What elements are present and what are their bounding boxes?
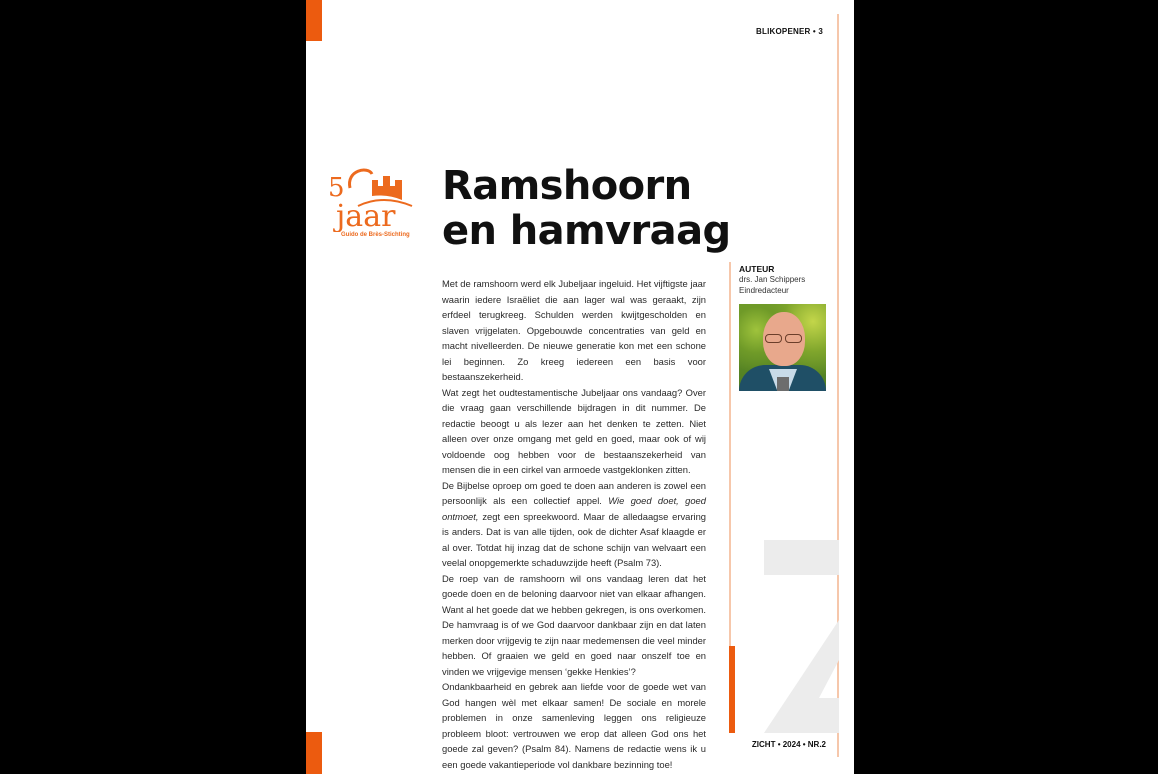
author-role: Eindredacteur	[739, 286, 789, 295]
svg-text:5: 5	[328, 173, 345, 203]
article-title	[442, 164, 731, 254]
paragraph: De roep van de ramshoorn wil ons vandaag leren dat het goede doen en de beloning daarvoor niet van elkaar afhangen. Want al het goede dat we hebben gekregen, is ons overkomen. De hamvraag is of we God daarvoor dankbaar zijn en dat laten merken door vrijgevig te zijn naar medemensen die veel minder hebben. Of graaien we geld en goed naar onszelf toe en vinden we vrijgevige mensen ‘gekke Henkies’?	[442, 572, 706, 677]
decorative-z-letter-icon	[764, 540, 839, 733]
logo-subtitle: Guido de Brès-Stichting	[341, 232, 410, 238]
title-line-1: Ramshoorn	[442, 163, 692, 209]
orange-corner-tab-bottom	[306, 732, 322, 774]
anniversary-logo	[328, 166, 420, 242]
author-photo	[739, 304, 826, 391]
castle-50-jaar-icon	[328, 166, 420, 232]
proverb-italic: Wie goed doet, goed ontmoet,	[442, 495, 706, 522]
orange-corner-tab-top	[306, 0, 322, 41]
author-name: drs. Jan Schippers	[739, 275, 806, 284]
article-body	[442, 276, 706, 772]
sidebar-accent-bar	[729, 646, 735, 733]
author-sidebar	[739, 264, 831, 391]
magazine-page	[306, 0, 854, 774]
author-label: AUTEUR	[739, 264, 775, 274]
paragraph: Wat zegt het oudtestamentische Jubeljaar ons vandaag? Over die vraag gaan verschillende bijdragen in dit nummer. De redactie beoogt u als lezer aan het denken te zetten. Niet alleen over onze omgang met geld en goed, maar ook of wij voldoende oog hebben voor de bestaanszekerheid van mensen die in een cirkel van armoede vastgeklonken zitten.	[442, 386, 706, 475]
title-line-2: en hamvraag	[442, 208, 731, 254]
svg-text:jaar: jaar	[336, 199, 396, 232]
paragraph: De Bijbelse oproep om goed te doen aan anderen is zowel een persoonlijk als een collectief appel. Wie goed doet, goed ontmoet, zegt een spreekwoord. Maar de alledaagse ervaring is anders. Dat is van alle tijden, ook de dichter Asaf klaagde er al over. Totdat hij inzag dat de schone schijn van welvaart een veelal onopgemerkte schaduwzijde heeft (Psalm 73).	[442, 479, 706, 568]
paragraph: Ondankbaarheid en gebrek aan liefde voor de goede wet van God hangen wèl met elkaar samen! De sociale en morele problemen in onze samenleving leggen ons religieuze probleem bloot: vertrouwen we erop dat alleen God ons het goede zal geven? (Psalm 84). Namens de redactie wens ik u een goede vakantieperiode vol dankbare bezinning toe!	[442, 681, 706, 770]
running-head: BLIKOPENER • 3	[756, 27, 823, 36]
running-foot: ZICHT • 2024 • NR.2	[751, 740, 826, 749]
paragraph: Met de ramshoorn werd elk Jubeljaar ingeluid. Het vijftigste jaar waarin iedere Israëliet die aan lager wal was geraakt, zijn erfdeel terugkreeg. Schulden werden kwijtgescholden en slaven vrijgelaten. Opgebouwde concentraties van geld en macht nivelleerden. De nieuwe generatie kon met een schone lei beginnen. Zo kreeg iedereen een basis voor bestaanszekerheid.	[442, 278, 706, 382]
